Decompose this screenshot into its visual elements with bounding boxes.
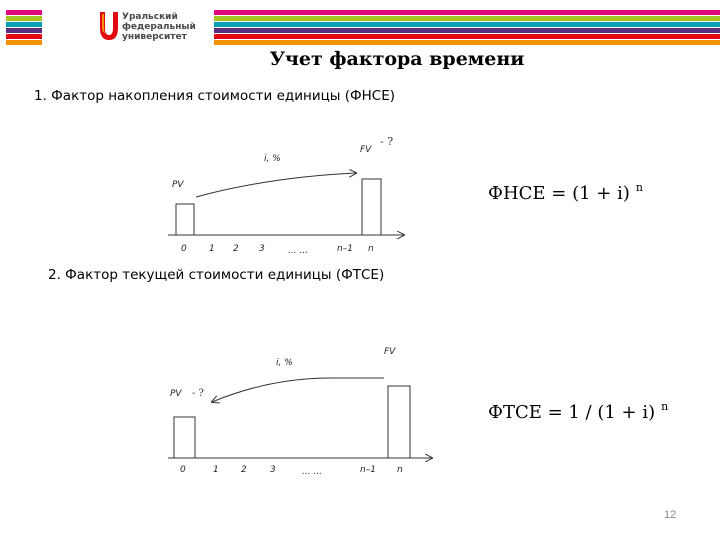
logo-text xyxy=(122,12,196,42)
header-stripe xyxy=(6,16,42,21)
formula-exponent: n xyxy=(635,181,643,194)
fv-label: FV xyxy=(360,145,372,155)
header-stripe xyxy=(6,22,42,27)
header-stripe xyxy=(208,22,720,27)
tick-label: 1 xyxy=(213,465,219,475)
tick-label: 2 xyxy=(241,465,247,475)
tick-label: n–1 xyxy=(360,465,376,475)
section-1-heading: 1. Фактор накопления стоимости единицы (ФНСЕ) xyxy=(34,88,396,104)
tick-label: 3 xyxy=(259,244,265,254)
tick-label: 0 xyxy=(180,465,186,475)
section-2-heading: 2. Фактор текущей стоимости единицы (ФТСЕ) xyxy=(48,267,385,283)
tick-label: n xyxy=(368,244,374,254)
fv-question: - ? xyxy=(380,135,394,148)
tick-label: 3 xyxy=(270,465,276,475)
pv-bar xyxy=(174,417,195,458)
fv-label: FV xyxy=(384,347,396,357)
pv-label: PV xyxy=(172,180,184,190)
tick-label: ... ... xyxy=(302,467,323,477)
formula-fnse xyxy=(488,181,643,204)
tick-label: 2 xyxy=(233,244,239,254)
growth-arrow xyxy=(196,173,356,197)
page-title: Учет фактора времени xyxy=(269,48,525,70)
header-stripe xyxy=(208,10,720,15)
tick-label: n xyxy=(397,465,403,475)
header-stripe xyxy=(208,16,720,21)
present-value-diagram xyxy=(160,340,440,480)
formula-text: ФТСЕ = 1 / (1 + i) xyxy=(488,402,656,423)
formula-text: ФНСЕ = (1 + i) xyxy=(488,183,630,204)
pv-bar xyxy=(176,204,194,235)
tick-label: 0 xyxy=(181,244,187,254)
pv-question: - ? xyxy=(192,388,204,399)
logo-line: университет xyxy=(122,32,187,42)
fv-bar xyxy=(362,179,381,235)
discount-arrow xyxy=(212,378,384,402)
header-stripe xyxy=(6,28,42,33)
page-number: 12 xyxy=(664,509,677,521)
rate-label: i, % xyxy=(276,358,293,368)
logo-u-icon xyxy=(98,10,120,42)
university-logo xyxy=(96,6,214,46)
fv-bar xyxy=(388,386,410,458)
header-stripe xyxy=(208,28,720,33)
header-stripe xyxy=(6,34,42,39)
formula-ftse xyxy=(488,400,668,423)
header-stripe xyxy=(208,40,720,45)
tick-label: 1 xyxy=(209,244,215,254)
logo-line: Уральский xyxy=(122,12,178,22)
rate-label: i, % xyxy=(264,154,281,164)
header-stripe xyxy=(6,10,42,15)
tick-label: ... ... xyxy=(288,246,309,256)
header-stripe xyxy=(6,40,42,45)
accumulation-diagram xyxy=(160,125,420,265)
logo-line: федеральный xyxy=(122,22,196,32)
formula-exponent: n xyxy=(661,400,669,413)
header-stripe xyxy=(208,34,720,39)
tick-label: n–1 xyxy=(337,244,353,254)
pv-label: PV xyxy=(170,389,182,399)
